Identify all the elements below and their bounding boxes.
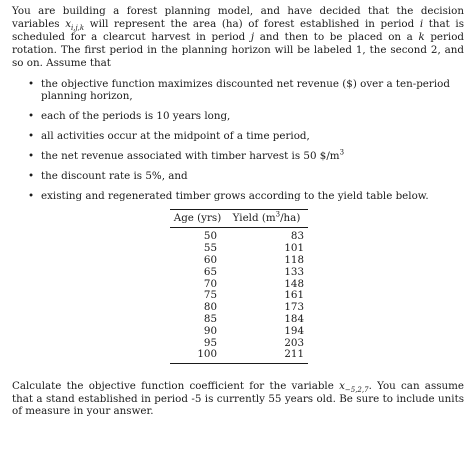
unit-superscript: 3 <box>339 148 345 157</box>
table-row <box>170 325 308 337</box>
yield-cell: 133 <box>284 265 304 278</box>
yield-cell: 203 <box>284 336 304 349</box>
table-row <box>170 243 308 255</box>
assumption-list <box>12 78 464 203</box>
assumption-item <box>12 150 464 163</box>
yield-column-header <box>225 212 308 225</box>
assumption-text: the objective function maximizes discounted net revenue ($) over a ten-period planning horizon, <box>41 77 450 103</box>
assumption-text: all activities occur at the midpoint of a time period, <box>41 130 310 143</box>
assumption-item <box>12 78 464 104</box>
age-cell: 90 <box>203 324 217 337</box>
age-column-header: Age (yrs) <box>173 211 222 224</box>
yield-cell: 211 <box>284 348 304 361</box>
yield-table-body <box>170 228 308 363</box>
yield-cell: 194 <box>284 324 304 337</box>
intro-paragraph <box>12 5 464 70</box>
intro-text-2: will represent the area (ha) of forest established in period <box>89 17 420 30</box>
table-row <box>170 302 308 314</box>
table-row <box>170 254 308 266</box>
assumption-item <box>12 190 464 203</box>
table-row <box>170 290 308 302</box>
question-paragraph <box>12 380 464 419</box>
variable-j: j <box>250 30 255 43</box>
yield-cell: 184 <box>284 312 304 325</box>
age-cell: 85 <box>203 312 217 325</box>
question-variable-x: x <box>339 379 345 392</box>
age-cell: 80 <box>203 301 217 314</box>
bullet-icon: • <box>28 110 35 123</box>
yield-header-end: /ha) <box>280 211 301 224</box>
assumption-text: existing and regenerated timber grows according to the yield table below. <box>41 189 429 202</box>
variable-i: i <box>419 17 424 30</box>
yield-cell: 118 <box>284 253 304 266</box>
table-row <box>170 349 308 361</box>
age-cell: 65 <box>203 265 217 278</box>
variable-x-subscript: i,j,k <box>71 23 85 32</box>
assumption-text: the discount rate is 5%, and <box>41 170 188 183</box>
yield-table-header <box>170 210 308 228</box>
age-cell: 50 <box>203 230 217 243</box>
assumption-item <box>12 110 464 123</box>
bullet-icon: • <box>28 77 35 90</box>
age-cell: 100 <box>197 348 217 361</box>
yield-cell: 161 <box>284 289 304 302</box>
question-text-1: Calculate the objective function coefficient for the variable <box>12 379 340 392</box>
assumption-item <box>12 170 464 183</box>
yield-header-superscript: 3 <box>275 210 281 219</box>
problem-document <box>12 5 464 418</box>
question-text-2: . You can assume that a stand established in period -5 is currently 55 years old. Be sure to include units of measure in your answer. <box>12 379 464 418</box>
yield-header-text: Yield (m <box>232 211 276 224</box>
yield-table <box>170 209 308 364</box>
intro-text-1: You are building a forest planning model, and have decided that the decision variables <box>12 5 464 30</box>
variable-x: x <box>65 17 72 30</box>
yield-cell: 101 <box>284 242 304 255</box>
assumption-text: each of the periods is 10 years long, <box>41 110 231 123</box>
table-row <box>170 313 308 325</box>
question-variable-subscript: −5,2,7 <box>344 385 369 394</box>
yield-cell: 173 <box>284 301 304 314</box>
variable-k: k <box>418 30 425 43</box>
bullet-icon: • <box>28 189 35 202</box>
table-row <box>170 337 308 349</box>
intro-text-5: period rotation. The first period in the planning horizon will be labeled 1, the second 2, and so on. Assume that <box>12 30 465 69</box>
age-cell: 75 <box>203 289 217 302</box>
age-cell: 70 <box>203 277 217 290</box>
assumption-item <box>12 130 464 143</box>
age-cell: 55 <box>203 242 217 255</box>
bullet-icon: • <box>28 130 35 143</box>
age-cell: 60 <box>203 253 217 266</box>
intro-text-4: and then to be placed on a <box>254 30 419 43</box>
table-row <box>170 278 308 290</box>
bullet-icon: • <box>28 170 35 183</box>
yield-cell: 83 <box>290 230 304 243</box>
intro-text-3: that is scheduled for a clearcut harvest in period <box>12 17 464 43</box>
age-cell: 95 <box>203 336 217 349</box>
yield-cell: 148 <box>284 277 304 290</box>
bullet-icon: • <box>28 150 35 163</box>
assumption-text: the net revenue associated with timber harvest is 50 $/m <box>41 150 340 163</box>
table-row <box>170 231 308 243</box>
table-row <box>170 266 308 278</box>
